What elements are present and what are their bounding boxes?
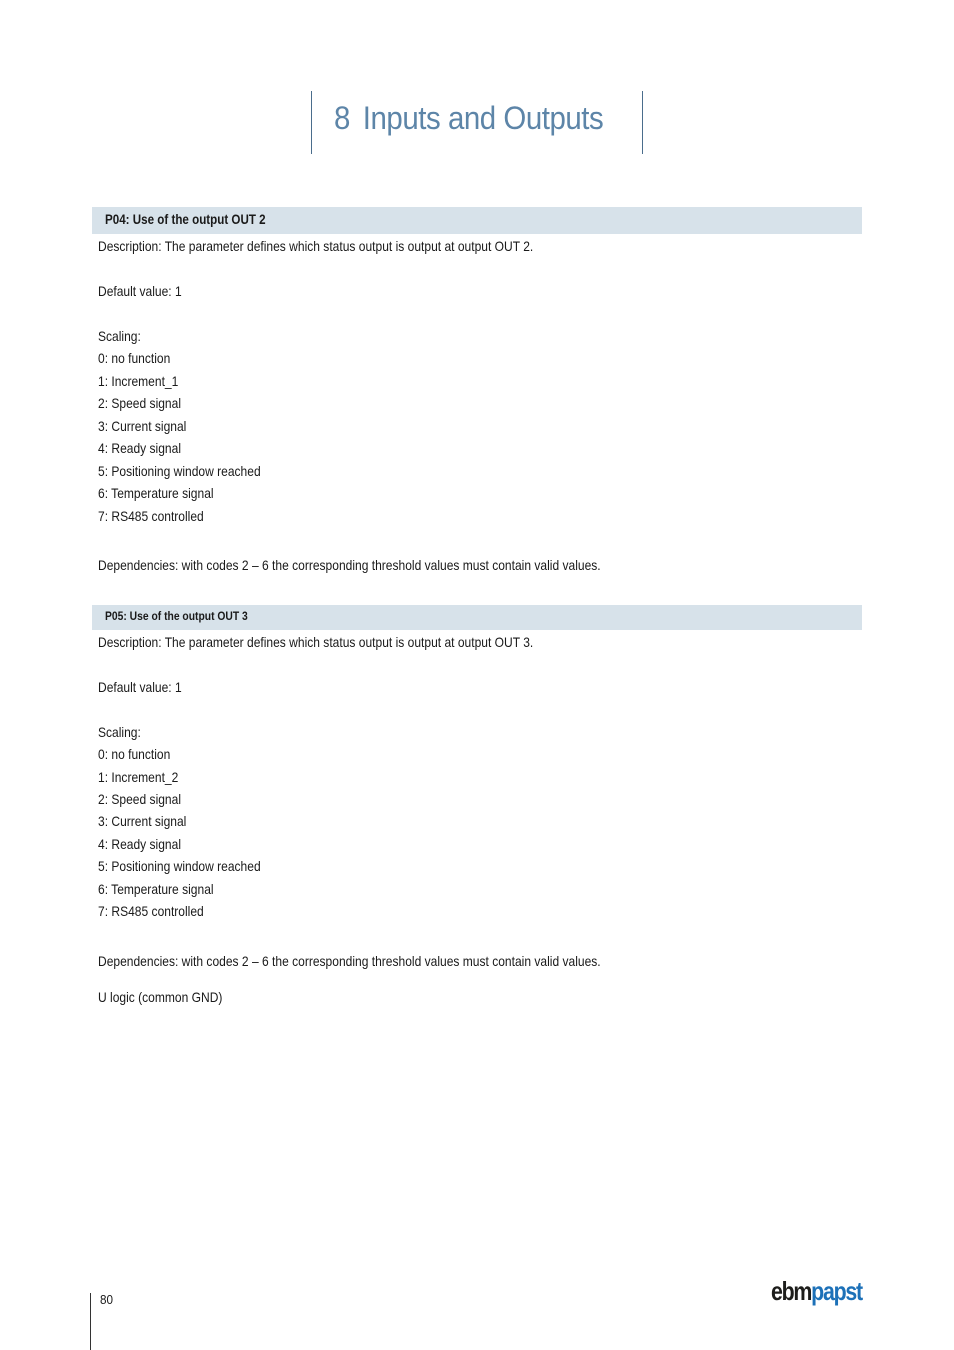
dependencies-text: Dependencies: with codes 2 – 6 the corresponding threshold values must contain valid values. — [98, 557, 601, 573]
scaling-item: 1: Increment_2 — [98, 769, 179, 785]
scaling-item: 5: Positioning window reached — [98, 463, 261, 479]
scaling-item: 7: RS485 controlled — [98, 508, 204, 524]
scaling-label: Scaling: — [98, 724, 141, 740]
scaling-item: 0: no function — [98, 746, 171, 762]
page-number: 80 — [100, 1292, 114, 1307]
parameter-header-p05 — [92, 605, 862, 630]
footer-rule — [90, 1293, 91, 1350]
dependencies-text: Dependencies: with codes 2 – 6 the corresponding threshold values must contain valid values. — [98, 953, 601, 969]
parameter-header-label: P05: Use of the output OUT 3 — [105, 609, 248, 623]
default-value-text: Default value: 1 — [98, 679, 182, 695]
scaling-item: 2: Speed signal — [98, 395, 182, 411]
scaling-label: Scaling: — [98, 328, 141, 344]
description-text: Description: The parameter defines which status output is output at output OUT 3. — [98, 634, 534, 650]
title-right-rule — [642, 91, 643, 154]
description-text: Description: The parameter defines which status output is output at output OUT 2. — [98, 238, 534, 254]
scaling-item: 2: Speed signal — [98, 791, 182, 807]
parameter-header-p04 — [92, 207, 862, 234]
scaling-item: 7: RS485 controlled — [98, 903, 204, 919]
logo-papst: papst — [811, 1276, 862, 1306]
scaling-item: 3: Current signal — [98, 418, 187, 434]
scaling-item: 3: Current signal — [98, 813, 187, 829]
note-text: U logic (common GND) — [98, 989, 223, 1005]
chapter-number: 8 — [334, 100, 350, 136]
chapter-name: Inputs and Outputs — [362, 100, 604, 136]
scaling-item: 6: Temperature signal — [98, 485, 214, 501]
scaling-item: 5: Positioning window reached — [98, 858, 261, 874]
default-value-text: Default value: 1 — [98, 283, 182, 299]
scaling-item: 4: Ready signal — [98, 836, 182, 852]
scaling-item: 4: Ready signal — [98, 440, 182, 456]
ebmpapst-logo — [771, 1276, 862, 1307]
logo-ebm: ebm — [771, 1276, 812, 1306]
parameter-header-label: P04: Use of the output OUT 2 — [105, 212, 266, 227]
scaling-item: 6: Temperature signal — [98, 881, 214, 897]
title-left-rule — [311, 91, 312, 154]
chapter-title — [334, 100, 603, 137]
scaling-item: 1: Increment_1 — [98, 373, 179, 389]
scaling-item: 0: no function — [98, 350, 171, 366]
